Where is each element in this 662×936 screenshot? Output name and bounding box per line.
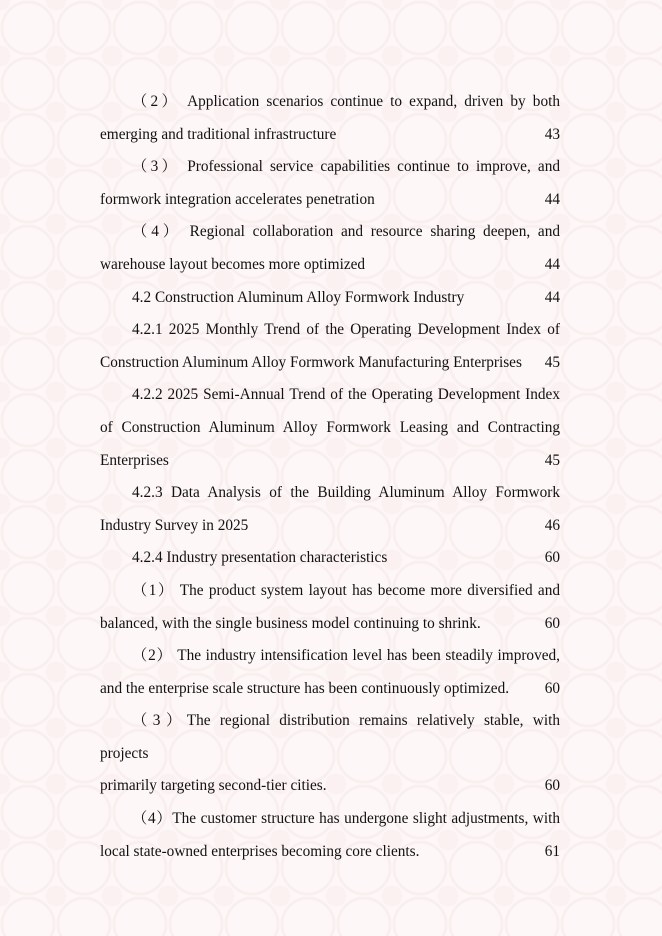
dot-leader (482, 612, 544, 627)
toc-entry[interactable] (100, 803, 560, 868)
toc-entry[interactable] (100, 542, 560, 575)
dot-leader (249, 514, 543, 529)
toc-entry-title-line1: （4） Regional collaboration and resource sharing deepen, and (132, 223, 560, 241)
toc-page-number: 61 (544, 842, 560, 860)
dot-leader (170, 449, 544, 464)
toc-entry[interactable] (100, 282, 560, 315)
toc-entry-title-line1: （1） The product system layout has become more diversified and (132, 581, 560, 599)
toc-entry[interactable] (100, 216, 560, 281)
toc-entry-title-line2: of Construction Aluminum Alloy Formwork Leasing and Contracting (100, 418, 560, 436)
toc-page-number: 44 (544, 255, 560, 273)
toc-entry[interactable] (100, 477, 560, 542)
toc-entry-title-line2: emerging and traditional infrastructure (100, 125, 337, 143)
toc-entry-title-line2: primarily targeting second-tier cities. (100, 777, 327, 795)
toc-entry[interactable] (100, 151, 560, 216)
toc-page-number: 46 (544, 516, 560, 534)
toc-entry-title-line1: 4.2.3 Data Analysis of the Building Aluminum Alloy Formwork (132, 484, 560, 502)
toc-page-number: 60 (544, 614, 560, 632)
toc-entry[interactable] (100, 705, 560, 803)
toc-entry[interactable] (100, 86, 560, 151)
toc-entry[interactable] (100, 314, 560, 379)
toc-entry-title-line1: 4.2.1 2025 Monthly Trend of the Operating Development Index of (132, 321, 560, 339)
toc-entry-title-line2: Construction Aluminum Alloy Formwork Manufacturing Enterprises (100, 353, 522, 371)
dot-leader (465, 286, 543, 301)
dot-leader (420, 840, 543, 855)
dot-leader (337, 123, 543, 138)
toc-page-number: 44 (544, 190, 560, 208)
dot-leader (376, 188, 544, 203)
dot-leader (388, 547, 543, 562)
toc-entry-title-line2: local state-owned enterprises becoming core clients. (100, 842, 420, 860)
dot-leader (510, 677, 544, 692)
toc-entry-title: 4.2 Construction Aluminum Alloy Formwork Industry (132, 288, 465, 306)
toc-page-number: 60 (544, 549, 560, 567)
toc-entry-title-line2: warehouse layout becomes more optimized (100, 255, 366, 273)
table-of-contents (100, 86, 560, 868)
toc-entry[interactable] (100, 640, 560, 705)
toc-page-number: 45 (544, 353, 560, 371)
toc-entry-title-line1: （2） Application scenarios continue to expand, driven by both (132, 93, 560, 110)
toc-entry-title-line1: （4）The customer structure has undergone slight adjustments, with (132, 810, 560, 828)
toc-entry-title-line2: formwork integration accelerates penetration (100, 190, 375, 208)
toc-entry-title-line1: 4.2.2 2025 Semi-Annual Trend of the Operating Development Index (132, 386, 560, 404)
toc-entry-title-line2: balanced, with the single business model continuing to shrink. (100, 614, 481, 632)
dot-leader (328, 775, 544, 790)
toc-entry-title-line2: Industry Survey in 2025 (100, 516, 249, 534)
toc-page-number: 45 (544, 451, 560, 469)
toc-entry[interactable] (100, 575, 560, 640)
dot-leader (366, 254, 544, 269)
toc-entry-title-line1: （2） The industry intensification level has been steadily improved, (132, 647, 560, 665)
toc-page-number: 44 (544, 288, 560, 306)
toc-page-number: 60 (544, 679, 560, 697)
toc-entry-title-line1: （3）The regional distribution remains relatively stable, with projects (100, 712, 560, 762)
toc-entry[interactable] (100, 379, 560, 477)
dot-leader (523, 351, 544, 366)
toc-entry-title: 4.2.4 Industry presentation characteristics (132, 549, 388, 567)
toc-page-number: 60 (544, 777, 560, 795)
toc-entry-title-line1: （3） Professional service capabilities continue to improve, and (132, 158, 560, 176)
toc-page-number: 43 (544, 125, 560, 143)
toc-entry-title-line3: Enterprises (100, 451, 169, 469)
toc-entry-title-line2: and the enterprise scale structure has been continuously optimized. (100, 679, 510, 697)
